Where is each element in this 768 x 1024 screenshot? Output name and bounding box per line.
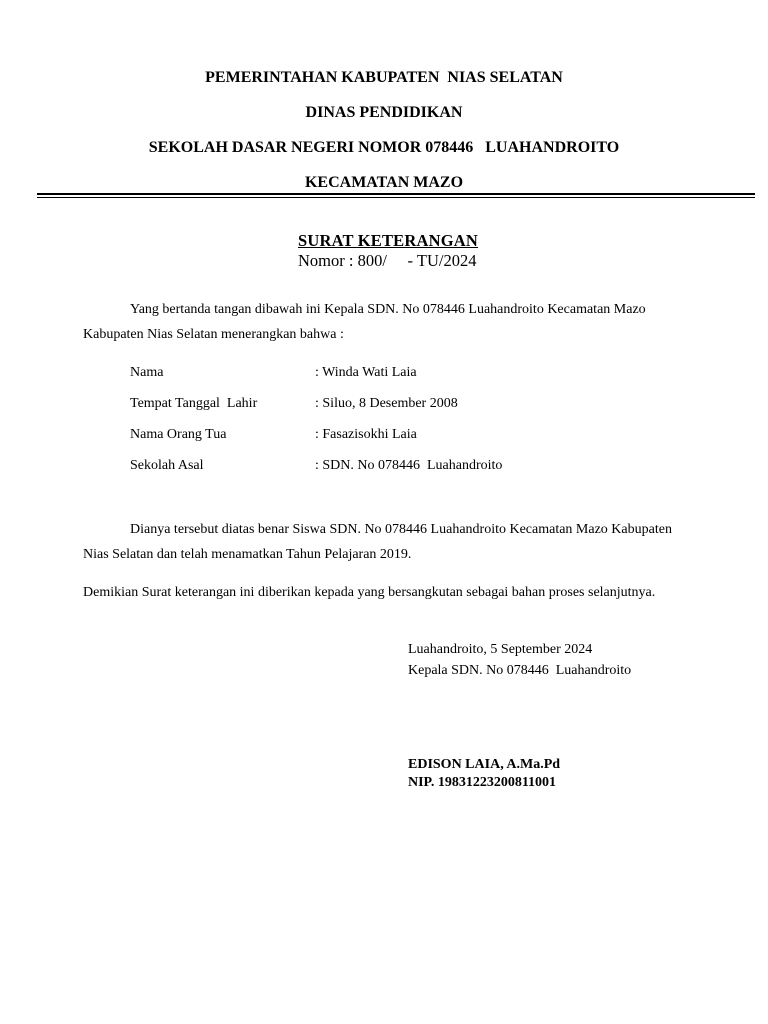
document-number: Nomor : 800/ - TU/2024 [298, 251, 477, 270]
statement-line-2: Nias Selatan dan telah menamatkan Tahun Pelajaran 2019. [83, 547, 412, 562]
field-value-school: : SDN. No 078446 Luahandroito [315, 458, 503, 473]
letterhead-government: PEMERINTAHAN KABUPATEN NIAS SELATAN [205, 69, 563, 86]
field-value-parent: : Fasazisokhi Laia [315, 427, 417, 442]
field-value-birth: : Siluo, 8 Desember 2008 [315, 396, 458, 411]
letterhead-school: SEKOLAH DASAR NEGERI NOMOR 078446 LUAHANDROITO [148, 139, 620, 156]
field-label-name: Nama [130, 365, 164, 380]
field-value-name: : Winda Wati Laia [315, 365, 417, 380]
document-title: SURAT KETERANGAN [298, 231, 478, 250]
signatory-name: EDISON LAIA, A.Ma.Pd [408, 757, 561, 772]
field-label-birth: Tempat Tanggal Lahir [130, 396, 258, 411]
field-label-parent: Nama Orang Tua [130, 427, 227, 442]
letterhead-divider-thick [37, 193, 755, 195]
letterhead-divider-thin [37, 197, 755, 198]
statement-line-1: Dianya tersebut diatas benar Siswa SDN. No 078446 Luahandroito Kecamatan Mazo Kabupaten [130, 522, 672, 537]
signature-position: Kepala SDN. No 078446 Luahandroito [408, 663, 632, 678]
letterhead-district: KECAMATAN MAZO [304, 174, 464, 191]
document-title-block [298, 231, 478, 271]
signature-place-date: Luahandroito, 5 September 2024 [408, 642, 593, 657]
intro-line-1: Yang bertanda tangan dibawah ini Kepala SDN. No 078446 Luahandroito Kecamatan Mazo [130, 302, 646, 317]
field-label-school: Sekolah Asal [130, 458, 204, 473]
letterhead-department: DINAS PENDIDIKAN [305, 104, 463, 121]
intro-line-2: Kabupaten Nias Selatan menerangkan bahwa : [83, 327, 344, 342]
signatory-nip: NIP. 19831223200811001 [408, 775, 557, 790]
closing-sentence: Demikian Surat keterangan ini diberikan kepada yang bersangkutan sebagai bahan proses selanjutnya. [83, 585, 656, 600]
